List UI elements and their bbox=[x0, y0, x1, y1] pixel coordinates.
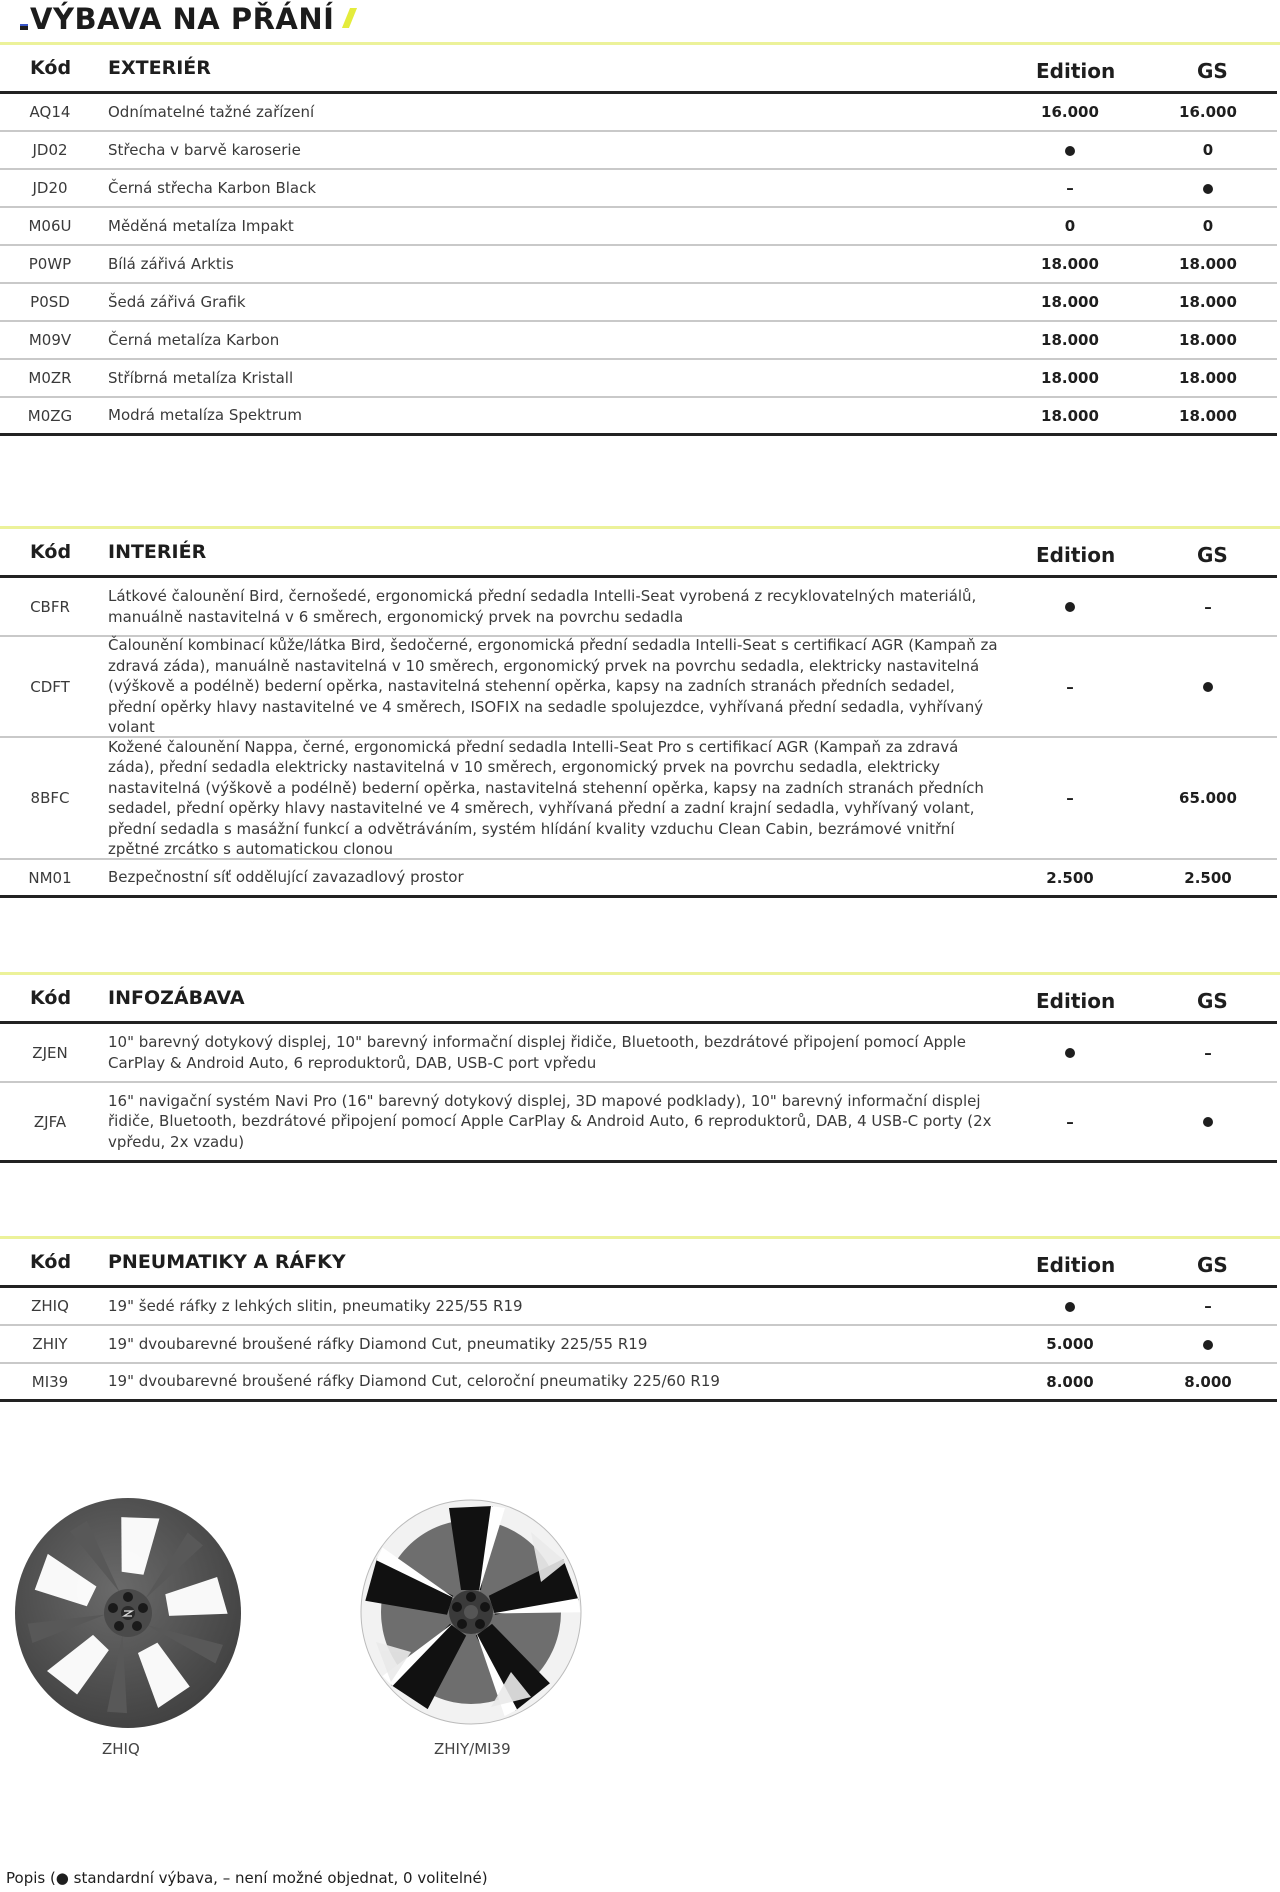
option-description: Odnímatelné tažné zařízení bbox=[108, 102, 315, 121]
standard-equipment-dot-icon bbox=[1065, 1048, 1075, 1058]
title-marker-icon bbox=[20, 26, 28, 30]
option-description: Černá metalíza Karbon bbox=[108, 330, 280, 349]
gs-value: 2.500 bbox=[1184, 868, 1232, 887]
option-code: CBFR bbox=[30, 597, 70, 616]
option-description: Černá střecha Karbon Black bbox=[108, 178, 317, 197]
wheel-label-zhiq: ZHIQ bbox=[102, 1740, 140, 1758]
gs-value: 0 bbox=[1202, 217, 1214, 235]
option-code: M0ZG bbox=[27, 406, 73, 425]
edition-value: – bbox=[1066, 789, 1074, 807]
gs-value: 0 bbox=[1202, 141, 1214, 159]
gs-value: 65.000 bbox=[1179, 789, 1237, 807]
standard-equipment-dot-icon bbox=[1065, 1302, 1075, 1312]
standard-equipment-dot-icon bbox=[1203, 184, 1213, 194]
table-header bbox=[0, 975, 1280, 1021]
column-header-code: Kód bbox=[30, 1251, 72, 1273]
edition-value: 0 bbox=[1064, 217, 1076, 235]
edition-value: 8.000 bbox=[1046, 1372, 1094, 1391]
option-code: JD20 bbox=[32, 179, 68, 197]
gs-value: 16.000 bbox=[1179, 103, 1237, 121]
table-row bbox=[0, 284, 1277, 322]
edition-value bbox=[1005, 1297, 1135, 1315]
edition-value: 2.500 bbox=[1046, 868, 1094, 887]
option-code: P0WP bbox=[28, 255, 72, 273]
option-description: 10" barevný dotykový displej, 10" barevný informační displej řidiče, Bluetooth, bezdrátové připojení pomocí Apple CarPlay & Android Auto, 6 reproduktorů, DAB, USB-C port vpředu bbox=[108, 1033, 967, 1072]
gs-value: 18.000 bbox=[1179, 255, 1237, 273]
standard-equipment-dot-icon bbox=[1065, 146, 1075, 156]
column-header-edition: Edition bbox=[1036, 59, 1116, 83]
column-header-code: Kód bbox=[30, 987, 72, 1009]
column-header-gs: GS bbox=[1197, 989, 1228, 1013]
page-title bbox=[20, 0, 353, 36]
standard-equipment-dot-icon bbox=[1203, 1117, 1213, 1127]
column-header-edition: Edition bbox=[1036, 543, 1116, 567]
column-header-gs: GS bbox=[1197, 59, 1228, 83]
option-description: 19" dvoubarevné broušené ráfky Diamond Cut, celoroční pneumatiky 225/60 R19 bbox=[108, 1372, 720, 1391]
table-row bbox=[0, 94, 1277, 132]
gs-value: 8.000 bbox=[1184, 1372, 1232, 1391]
option-code: M06U bbox=[28, 217, 72, 235]
table-row bbox=[0, 1024, 1277, 1083]
section-title: PNEUMATIKY A RÁFKY bbox=[108, 1251, 346, 1273]
option-code: AQ14 bbox=[29, 103, 71, 121]
option-code: MI39 bbox=[31, 1372, 69, 1391]
gs-value: 18.000 bbox=[1179, 293, 1237, 311]
option-description: Bezpečnostní síť oddělující zavazadlový prostor bbox=[108, 868, 464, 887]
option-description: Šedá zářivá Grafik bbox=[108, 292, 246, 311]
section-interior bbox=[0, 526, 1280, 898]
column-header-gs: GS bbox=[1197, 1253, 1228, 1277]
option-code: ZJEN bbox=[32, 1043, 68, 1062]
column-header-code: Kód bbox=[30, 541, 72, 563]
option-description: Látkové čalounění Bird, černošedé, ergonomická přední sedadla Intelli-Seat vyrobená z recyklovatelných materiálů, manuálně nastavitelná v 6 směrech, ergonomický prvek na povrchu sedadla bbox=[108, 587, 977, 626]
edition-value: 18.000 bbox=[1041, 293, 1099, 311]
gs-value: – bbox=[1204, 1043, 1212, 1062]
table-row bbox=[0, 1083, 1277, 1163]
option-code: M09V bbox=[28, 331, 72, 349]
column-header-edition: Edition bbox=[1036, 989, 1116, 1013]
section-tyres-rims bbox=[0, 1236, 1280, 1402]
standard-equipment-dot-icon bbox=[1203, 1340, 1213, 1350]
option-code: JD02 bbox=[32, 141, 68, 159]
option-description: 19" šedé ráfky z lehkých slitin, pneumatiky 225/55 R19 bbox=[108, 1296, 523, 1315]
edition-value bbox=[1005, 598, 1135, 616]
table-row bbox=[0, 132, 1277, 170]
edition-value: – bbox=[1066, 677, 1074, 696]
standard-equipment-dot-icon bbox=[1065, 602, 1075, 612]
table-row bbox=[0, 1364, 1277, 1402]
table-row bbox=[0, 398, 1277, 436]
table-row bbox=[0, 208, 1277, 246]
gs-value: 18.000 bbox=[1179, 369, 1237, 387]
table-row bbox=[0, 637, 1277, 738]
gs-value: 18.000 bbox=[1179, 406, 1237, 425]
gs-value bbox=[1143, 1113, 1273, 1131]
gs-value: – bbox=[1204, 1297, 1212, 1315]
option-description: Bílá zářivá Arktis bbox=[108, 254, 234, 273]
option-description: Střecha v barvě karoserie bbox=[108, 140, 301, 159]
option-code: 8BFC bbox=[30, 789, 70, 807]
table-header bbox=[0, 45, 1280, 91]
option-code: NM01 bbox=[28, 868, 72, 887]
edition-value: 18.000 bbox=[1041, 406, 1099, 425]
table-header bbox=[0, 529, 1280, 575]
table-row bbox=[0, 860, 1277, 898]
gs-value: 18.000 bbox=[1179, 331, 1237, 349]
option-code: M0ZR bbox=[28, 369, 72, 387]
table-row bbox=[0, 170, 1277, 208]
column-header-code: Kód bbox=[30, 57, 72, 79]
table-row bbox=[0, 1326, 1277, 1364]
option-code: ZHIQ bbox=[31, 1297, 69, 1315]
wheel-image-zhiq bbox=[12, 1497, 244, 1729]
option-code: ZHIY bbox=[32, 1335, 68, 1353]
table-row bbox=[0, 322, 1277, 360]
section-infotainment bbox=[0, 972, 1280, 1163]
option-description: Stříbrná metalíza Kristall bbox=[108, 368, 294, 387]
option-code: ZJFA bbox=[33, 1112, 67, 1131]
page-title-text: VÝBAVA NA PŘÁNÍ bbox=[30, 2, 335, 36]
gs-value bbox=[1143, 1335, 1273, 1353]
option-description: Kožené čalounění Nappa, černé, ergonomická přední sedadla Intelli-Seat Pro s certifikací AGR (Kampaň za zdravá záda), přední sedadla elektricky nastavitelná v 10 směrech, ergonomický prvek na povrchu sedadla, elektricky nastavitelná (výškově a podélně) bederní opěrka, nastavitelná stehenní opěrka, kapsy na zadních stranách předních sedadel, přední opěrky hlavy nastavitelné ve 4 směrech, vyhřívaná přední a zadní krajní sedadla, vyhřívaný volant, přední sedadla s masážní funkcí a odvětráváním, systém hlídání kvality vzduchu Clean Cabin, bezrámové vnitřní zpětné zrcátko s automatickou clonou bbox=[108, 737, 984, 858]
edition-value: 5.000 bbox=[1046, 1335, 1094, 1353]
edition-value: 18.000 bbox=[1041, 331, 1099, 349]
gs-value bbox=[1143, 179, 1273, 197]
option-description: 19" dvoubarevné broušené ráfky Diamond Cut, pneumatiky 225/55 R19 bbox=[108, 1334, 648, 1353]
column-header-gs: GS bbox=[1197, 543, 1228, 567]
edition-value: 18.000 bbox=[1041, 255, 1099, 273]
standard-equipment-dot-icon bbox=[1203, 682, 1213, 692]
section-title: INFOZÁBAVA bbox=[108, 987, 245, 1009]
table-row bbox=[0, 738, 1277, 860]
gs-value: – bbox=[1204, 597, 1212, 616]
table-row bbox=[0, 1288, 1277, 1326]
table-row bbox=[0, 360, 1277, 398]
accent-slash-icon bbox=[342, 8, 357, 28]
edition-value bbox=[1005, 141, 1135, 159]
wheel-label-zhiy-mi39: ZHIY/MI39 bbox=[434, 1740, 511, 1758]
option-code: P0SD bbox=[30, 293, 70, 311]
table-header bbox=[0, 1239, 1280, 1285]
option-description: Čalounění kombinací kůže/látka Bird, šedočerné, ergonomická přední sedadla Intelli-Seat s certifikací AGR (Kampaň za zdravá záda), manuálně nastavitelná v 10 směrech, ergonomický prvek na povrchu sedadla, elektricky nastavitelná (výškově a podélně) bederní opěrka, nastavitelná stehenní opěrka, kapsy na zadních stranách předních sedadel, přední opěrky hlavy nastavitelné ve 4 směrech, ISOFIX na sedadle spolujezdce, vyhřívaná přední sedadla, vyhřívaný volant bbox=[108, 636, 998, 737]
edition-value: – bbox=[1066, 179, 1074, 197]
option-description: Modrá metalíza Spektrum bbox=[108, 406, 302, 425]
edition-value: – bbox=[1066, 1112, 1074, 1131]
gs-value bbox=[1143, 678, 1273, 696]
column-header-edition: Edition bbox=[1036, 1253, 1116, 1277]
table-row bbox=[0, 246, 1277, 284]
section-title: INTERIÉR bbox=[108, 541, 207, 563]
section-title: EXTERIÉR bbox=[108, 57, 211, 79]
wheel-image-zhiy-mi39 bbox=[359, 1499, 583, 1725]
option-code: CDFT bbox=[30, 677, 70, 696]
edition-value: 18.000 bbox=[1041, 369, 1099, 387]
option-description: 16" navigační systém Navi Pro (16" barevný dotykový displej, 3D mapové podklady), 10" barevný informační displej řidiče, Bluetooth, bezdrátové připojení pomocí Apple CarPlay & Android Auto, 6 reproduktorů, DAB, 4 USB-C porty (2x vpředu, 2x vzadu) bbox=[108, 1091, 992, 1151]
section-exterior bbox=[0, 42, 1280, 436]
option-description: Měděná metalíza Impakt bbox=[108, 216, 294, 235]
legend: Popis (● standardní výbava, – není možné objednat, 0 volitelné) bbox=[6, 1869, 488, 1887]
edition-value bbox=[1005, 1044, 1135, 1062]
table-row bbox=[0, 578, 1277, 637]
edition-value: 16.000 bbox=[1041, 103, 1099, 121]
